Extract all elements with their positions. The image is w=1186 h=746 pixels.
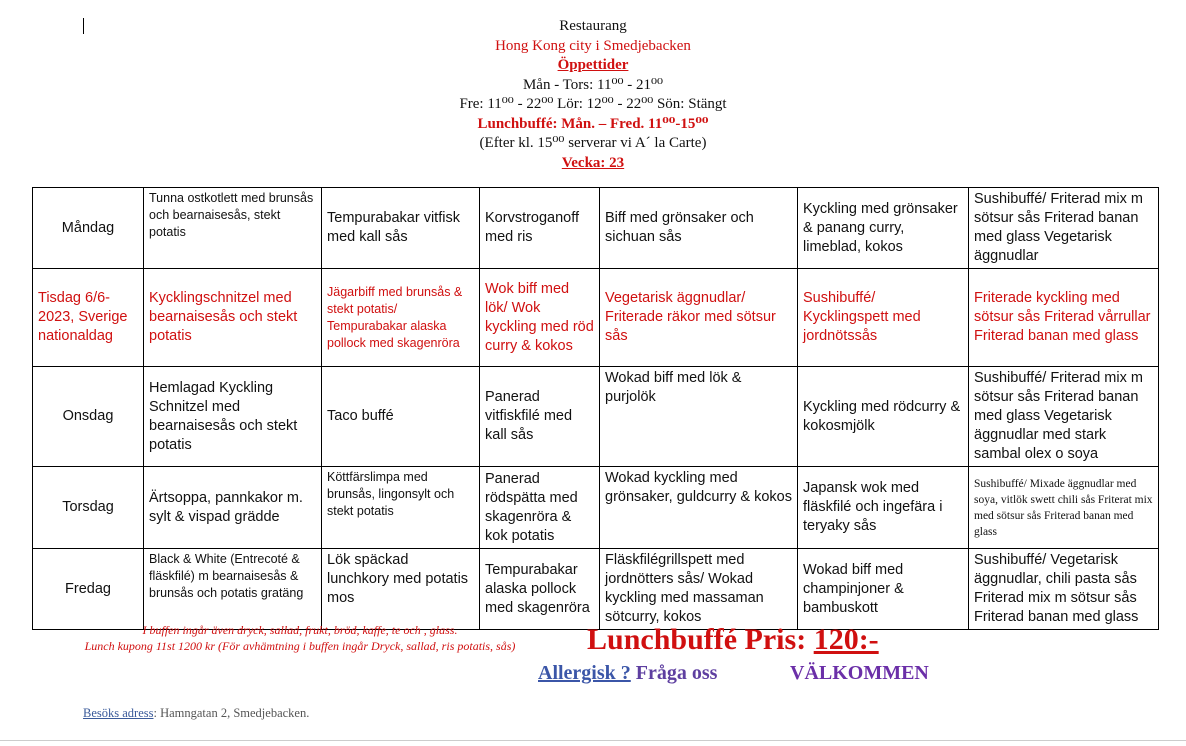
dish-cell: Kyckling med grönsaker & panang curry, limeblad, kokos [798, 188, 969, 269]
dish-cell: Wokad kyckling med grönsaker, guldcurry & kokos [600, 467, 798, 549]
dish-cell: Korvstroganoff med ris [480, 188, 600, 269]
dish-cell: Tunna ostkotlett med brunsås och bearnaisesås, stekt potatis [144, 188, 322, 269]
dish-cell: Wokad biff med champinjoner & bambuskott [798, 549, 969, 630]
dish-cell: Panerad rödspätta med skagenröra & kok potatis [480, 467, 600, 549]
day-cell: Onsdag [33, 367, 144, 467]
dish-cell: Fläskfilégrillspett med jordnötters sås/ Wokad kyckling med massaman sötcurry, kokos [600, 549, 798, 630]
restaurant-label: Restaurang [559, 18, 627, 34]
dish-cell: Lök späckad lunchkory med potatis mos [322, 549, 480, 630]
dish-cell: Ärtsoppa, pannkakor m. sylt & vispad grädde [144, 467, 322, 549]
dish-cell: Vegetarisk äggnudlar/ Friterade räkor med sötsur sås [600, 269, 798, 367]
menu-row [33, 367, 1159, 467]
buffet-notes [40, 622, 560, 654]
allergy-ask: Fråga oss [630, 662, 718, 684]
dish-cell: Jägarbiff med brunsås & stekt potatis/ Tempurabakar alaska pollock med skagenröra [322, 269, 480, 367]
allergy-line [538, 662, 717, 685]
day-cell: Tisdag 6/6-2023, Sverige nationaldag [33, 269, 144, 367]
allergy-question: Allergisk ? [538, 662, 631, 684]
hours-weekday: Mån - Tors: 11⁰⁰ - 21⁰⁰ [522, 76, 664, 93]
dish-cell: Wok biff med lök/ Wok kyckling med röd curry & kokos [480, 269, 600, 367]
dish-cell: Taco buffé [322, 367, 480, 467]
dish-cell: Sushibuffé/ Friterad mix m sötsur sås Friterad banan med glass Vegetarisk äggnudlar med stark sambal olex o soya [969, 367, 1159, 467]
dish-cell: Japansk wok med fläskfilé och ingefära i teryaky sås [798, 467, 969, 549]
dish-cell: Kycklingschnitzel med bearnaisesås och stekt potatis [144, 269, 322, 367]
lunch-coupon-note: Lunch kupong 11st 1200 kr (För avhämtning i buffen ingår Dryck, sallad, ris potatis, sås) [84, 639, 516, 653]
dish-cell: Tempurabakar vitfisk med kall sås [322, 188, 480, 269]
document-header [0, 17, 1186, 173]
buffet-includes-note: I buffen ingår även dryck, sallad, frukt, bröd, kaffe, te och , glass. [142, 623, 458, 637]
price-value: 120:- [813, 623, 879, 656]
dish-cell: Biff med grönsaker och sichuan sås [600, 188, 798, 269]
address-value: : Hamngatan 2, Smedjebacken. [153, 706, 310, 720]
dish-cell: Sushibuffé/ Vegetarisk äggnudlar, chili pasta sås Friterad mix m sötsur sås Friterad banan med glass [969, 549, 1159, 630]
page-edge [0, 740, 1186, 741]
address-label: Besöks adress [83, 706, 154, 720]
menu-row [33, 467, 1159, 549]
dish-cell: Sushibuffé/ Friterad mix m sötsur sås Friterad banan med glass Vegetarisk äggnudlar [969, 188, 1159, 269]
dish-cell: Sushibuffé/ Kycklingspett med jordnötssås [798, 269, 969, 367]
after-hours-note: (Efter kl. 15⁰⁰ serverar vi A´ la Carte) [479, 135, 707, 151]
dish-cell: Panerad vitfiskfilé med kall sås [480, 367, 600, 467]
menu-row [33, 549, 1159, 630]
week-number: Vecka: 23 [561, 154, 625, 171]
restaurant-name: Hong Kong city i Smedjebacken [495, 37, 691, 54]
dish-cell: Kyckling med rödcurry & kokosmjölk [798, 367, 969, 467]
dish-cell: Wokad biff med lök & purjolök [600, 367, 798, 467]
welcome-text: VÄLKOMMEN [790, 662, 929, 684]
dish-cell: Tempurabakar alaska pollock med skagenröra [480, 549, 600, 630]
dish-cell: Sushibuffé/ Mixade äggnudlar med soya, vitlök swett chili sås Friterat mix med sötsur sås Friterad banan med glass [969, 467, 1159, 549]
lunch-hours: Lunchbuffé: Mån. – Fred. 11⁰⁰-15⁰⁰ [477, 115, 709, 132]
day-cell: Fredag [33, 549, 144, 630]
dish-cell: Köttfärslimpa med brunsås, lingonsylt och stekt potatis [322, 467, 480, 549]
hours-weekend: Fre: 11⁰⁰ - 22⁰⁰ Lör: 12⁰⁰ - 22⁰⁰ Sön: Stängt [459, 96, 727, 112]
dish-cell: Friterade kyckling med sötsur sås Friterad vårrullar Friterad banan med glass [969, 269, 1159, 367]
hours-title: Öppettider [557, 57, 629, 73]
dish-cell: Hemlagad Kyckling Schnitzel med bearnaisesås och stekt potatis [144, 367, 322, 467]
day-cell: Måndag [33, 188, 144, 269]
dish-cell: Black & White (Entrecoté & fläskfilé) m bearnaisesås & brunsås och potatis gratäng [144, 549, 322, 630]
menu-row [33, 269, 1159, 367]
price-label: Lunchbuffé Pris: [587, 623, 814, 656]
buffet-price [587, 623, 879, 657]
menu-row [33, 188, 1159, 269]
visit-address [83, 706, 309, 721]
weekly-menu-table [32, 187, 1159, 630]
day-cell: Torsdag [33, 467, 144, 549]
